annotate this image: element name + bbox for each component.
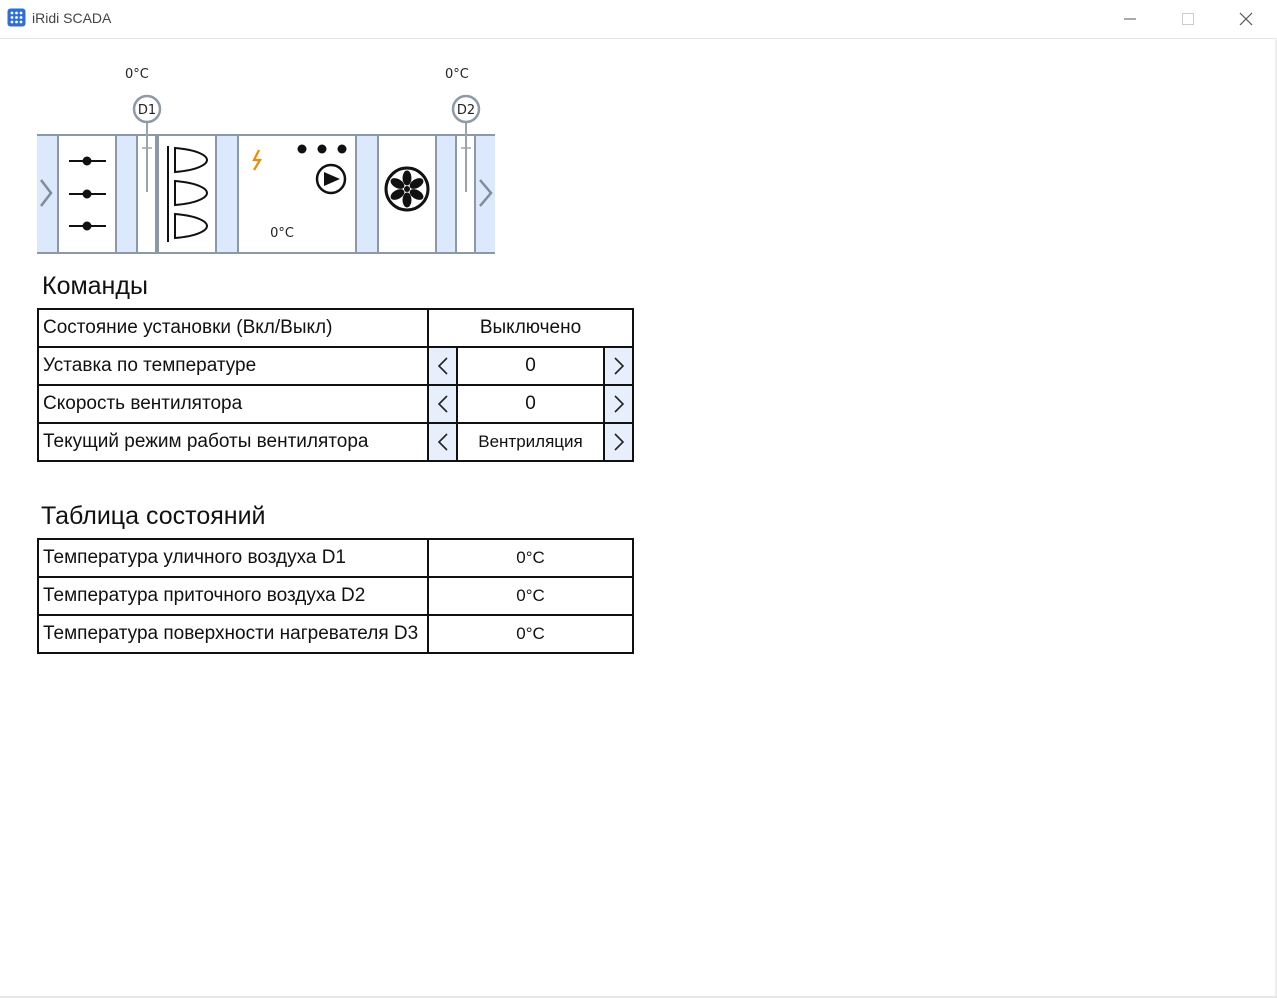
supply-air-temp-label: Температура приточного воздуха D2 [38,577,428,615]
chevron-right-icon [613,394,625,414]
close-icon [1239,12,1253,26]
fan-speed-increase-button[interactable] [604,385,633,423]
temp-setpoint-value: 0 [457,347,604,385]
heater-section [238,135,356,253]
fan-mode-next-button[interactable] [604,423,633,461]
chevron-right-icon [613,356,625,376]
table-row [38,615,633,653]
heater-temp: 0°C [270,226,294,241]
fan-speed-decrease-button[interactable] [428,385,457,423]
app-icon [7,8,26,27]
heater-surface-temp-label: Температура поверхности нагревателя D3 [38,615,428,653]
table-row [38,577,633,615]
sensor-d2-id: D2 [456,103,476,118]
table-row [38,309,633,347]
fan-icon [386,168,428,210]
fan-speed-value: 0 [457,385,604,423]
window-title: iRidi SCADA [32,10,112,26]
temp-setpoint-increase-button[interactable] [604,347,633,385]
outdoor-air-temp-value: 0°C [428,539,633,577]
chevron-left-icon [437,394,449,414]
commands-table [37,308,634,462]
hvac-diagram [37,60,497,256]
chevron-left-icon [437,432,449,452]
heater-indicators [298,145,347,154]
table-row [38,423,633,461]
temp-setpoint-label: Уставка по температуре [38,347,428,385]
status-table [37,538,634,654]
commands-title: Команды [42,272,148,300]
fan-speed-label: Скорость вентилятора [38,385,428,423]
chevron-left-icon [437,356,449,376]
close-button[interactable] [1217,0,1275,38]
table-row [38,539,633,577]
fan-mode-label: Текущий режим работы вентилятора [38,423,428,461]
heater-surface-temp-value: 0°C [428,615,633,653]
sensor-d1-temp: 0°C [125,67,149,82]
chevron-right-icon [613,432,625,452]
unit-schematic [37,60,497,256]
supply-air-temp-value: 0°C [428,577,633,615]
minimize-button[interactable] [1101,0,1159,38]
title-bar [0,0,1277,39]
minimize-icon [1123,12,1137,26]
table-row [38,347,633,385]
outdoor-air-temp-label: Температура уличного воздуха D1 [38,539,428,577]
fan-mode-value: Вентриляция [457,423,604,461]
unit-state-label: Состояние установки (Вкл/Выкл) [38,309,428,347]
sensor-d1-id: D1 [137,103,157,118]
status-title: Таблица состояний [41,502,266,530]
unit-state-value[interactable]: Выключено [428,309,633,347]
table-row [38,385,633,423]
sensor-d2-temp: 0°C [445,67,469,82]
temp-setpoint-decrease-button[interactable] [428,347,457,385]
maximize-button[interactable] [1159,0,1217,38]
fan-mode-previous-button[interactable] [428,423,457,461]
maximize-icon [1181,12,1195,26]
